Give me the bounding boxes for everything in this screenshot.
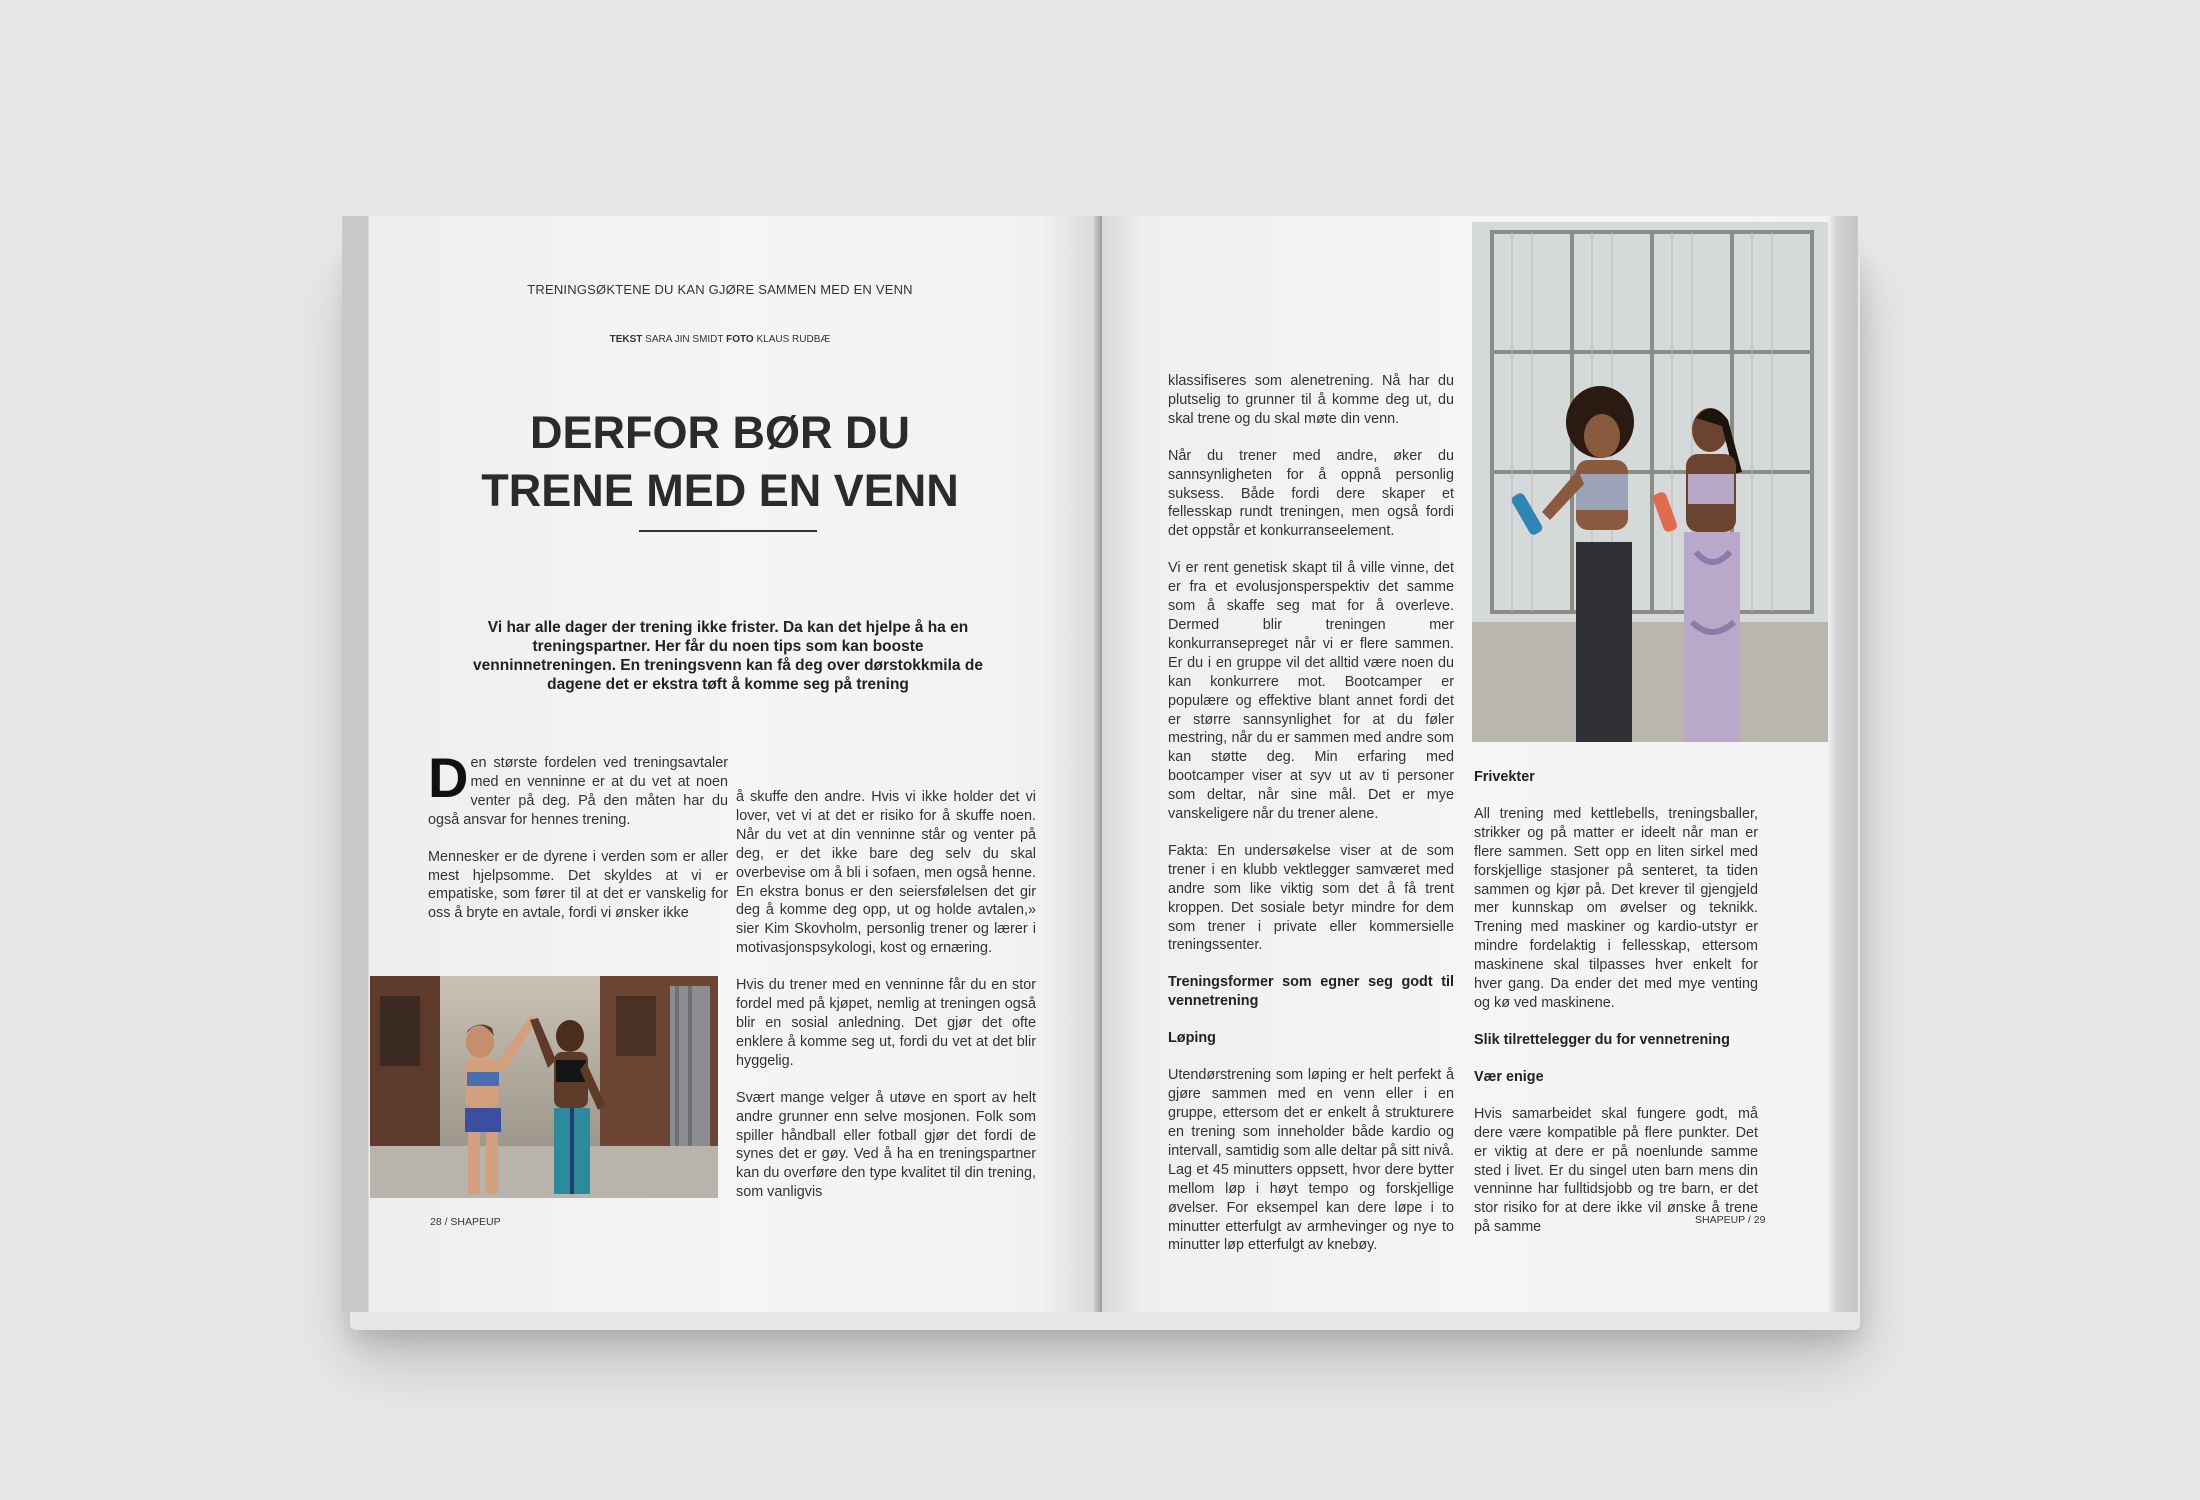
- section-title-training-forms: Treningsformer som egner seg godt til vennetrening: [1168, 974, 1454, 1010]
- two-women-photo-illustration: [1472, 222, 1828, 742]
- left-column-1: [428, 746, 728, 941]
- left-column-2: [736, 788, 1036, 1220]
- article-headline: [342, 404, 1098, 520]
- subhead-free-weights: Frivekter: [1474, 769, 1535, 785]
- article-kicker: TRENINGSØKTENE DU KAN GJØRE SAMMEN MED EN VENN: [527, 282, 913, 297]
- credit-author: SARA JIN SMIDT: [645, 334, 724, 345]
- drop-cap: D: [428, 746, 469, 809]
- subhead-running: Løping: [1168, 1030, 1216, 1047]
- right-col1-paragraph-2: Når du trener med andre, øker du sannsynligheten for å oppnå personlig suksess. Både fordi dere skaper et fellesskap rundt treningen, men også fordi det oppstår et konkurranseelement.: [1168, 447, 1454, 540]
- running-paragraph: Utendørstrening som løping er helt perfekt å gjøre sammen med en venn eller i en gruppe, ettersom det er enkelt å strukturere en trening som inneholder både kardio og intervall, samtidig som alle deltar på sitt nivå. Lag et 45 minutters oppsett, hvor dere bytter mellom løp i høyt tempo og forskjellige øvelser. For eksempel kan dere løpe i to minutter etterfulgt av armhevinger og nye to minutter løp etterfulgt av knebøy.: [1168, 1067, 1454, 1254]
- article-lead: Vi har alle dager der trening ikke frister. Da kan det hjelpe å ha en treningspartner. Her får du noen tips som kan booste venninnetreningen. En treningsvenn kan få deg over dørstokkmila de dagene det er ekstra tøft å komme seg på trening: [473, 619, 983, 693]
- credit-text-label: TEKST: [609, 334, 643, 345]
- col1-paragraph-1: en største fordelen ved treningsavtaler med en venninne er at du vet at noen venter på deg. På den måten har du også ansvar for hennes trening.: [428, 755, 728, 828]
- left-page: [342, 216, 1098, 1312]
- headline-line-1: DERFOR BØR DU: [530, 407, 910, 458]
- col2-paragraph-3: Svært mange velger å utøve en sport av helt andre grunner enn selve mosjonen. Folk som spiller håndball eller fotball gjør det fordi de synes det er gøy. Ved å ha en treningspartner kan du overføre den type kvalitet til din trening, som vanligvis: [736, 1089, 1036, 1201]
- free-weights-paragraph: All trening med kettlebells, treningsballer, strikker og på matter er ideelt når man er flere sammen. Sett opp en liten sirkel med forskjellige stasjoner på senteret, ta tiden sammen og kjør på. Det krever til gjengjeld mer kunnskap om øvelser og teknikk. Trening med maskiner og kardio-utstyr er mindre fordelaktig i fellesskap, ettersom maskinene skal tilpasses hver enkelt for hver gang. Da ender det med mye venting og kø ved maskinene.: [1474, 805, 1758, 1011]
- col2-paragraph-2: Hvis du trener med en venninne får du en stor fordel med på kjøpet, nemlig at treningen også blir en sosial anledning. Det gjør det ofte enklere å komme seg ut, fordi du vet at det blir hyggelig.: [736, 977, 1036, 1069]
- credit-photographer: KLAUS RUDBÆ: [756, 334, 831, 345]
- right-folio: SHAPEUP / 29: [1695, 1214, 1766, 1226]
- subhead-agree: Vær enige: [1474, 1068, 1544, 1085]
- headline-rule: [639, 530, 817, 532]
- right-col1-paragraph-1: klassifiseres som alenetrening. Nå har du plutselig to grunner til å komme deg ut, du skal trene og du skal møte din venn.: [1168, 373, 1454, 427]
- article-credit: [342, 334, 1098, 345]
- left-folio: 28 / SHAPEUP: [430, 1216, 501, 1228]
- right-page: [1102, 216, 1858, 1312]
- photo-two-women: [1472, 222, 1828, 742]
- section-title-facilitate: Slik tilrettelegger du for vennetrening: [1474, 1031, 1730, 1048]
- col1-paragraph-2: Mennesker er de dyrene i verden som er aller mest hjelpsomme. Det skyldes at vi er empatiske, som fører til at det er vanskelig for oss å bryte en avtale, fordi vi ønsker ikke: [428, 848, 728, 922]
- right-col1-paragraph-4: Fakta: En undersøkelse viser at de som trener i en klubb vektlegger samværet med andre som like viktig som det å få trent kroppen. Det sosiale betyr mindre for dem som trener i private eller kommersielle treningssenter.: [1168, 842, 1454, 954]
- credit-photo-label: FOTO: [726, 334, 754, 345]
- photo-high-five: [370, 976, 718, 1198]
- right-column-2: [1474, 768, 1758, 1255]
- headline-line-2: TRENE MED EN VENN: [481, 465, 959, 516]
- right-column-1: [1168, 372, 1454, 1273]
- high-five-photo-illustration: [370, 976, 718, 1198]
- agree-paragraph: Hvis samarbeidet skal fungere godt, må dere være kompatible på flere punkter. Det er viktig at dere er på noenlunde samme sted i livet. Er du singel uten barn mens din venninne har fulltidsjobb og tre barn, er det stor risiko for at dere ikke vil ønske å trene på samme: [1474, 1105, 1758, 1236]
- col2-paragraph-1: å skuffe den andre. Hvis vi ikke holder det vi lover, vet vi at det er risiko for å skuffe noen. Når du vet at din venninne står og venter på deg, er det ikke bare deg selv du skal overbevise om å bli i sofaen, men også henne. En ekstra bonus er den seiersfølelsen det gir deg å komme deg opp, ut og holde avtalen,» sier Kim Skovholm, personlig trener og lærer i motivasjonspsykologi, kost og ernæring.: [736, 789, 1036, 957]
- right-col1-paragraph-3: Vi er rent genetisk skapt til å ville vinne, det er fra et evolusjonsperspektiv det samme som å skaffe seg mat for å overleve. Dermed blir treningen mer konkurransepreget når vi er flere sammen. Er du i en gruppe vil det alltid være noen du kan konkurrere mot. Bootcamper er populære og effektive blant annet fordi det er større sannsynlighet for at du føler mestring, når du er sammen med andre som kan støtte deg. Min erfaring med bootcamper viser at syv ut av ti personer som deltar, når sine mål. Det er mye vanskeligere når du trener alene.: [1168, 560, 1454, 823]
